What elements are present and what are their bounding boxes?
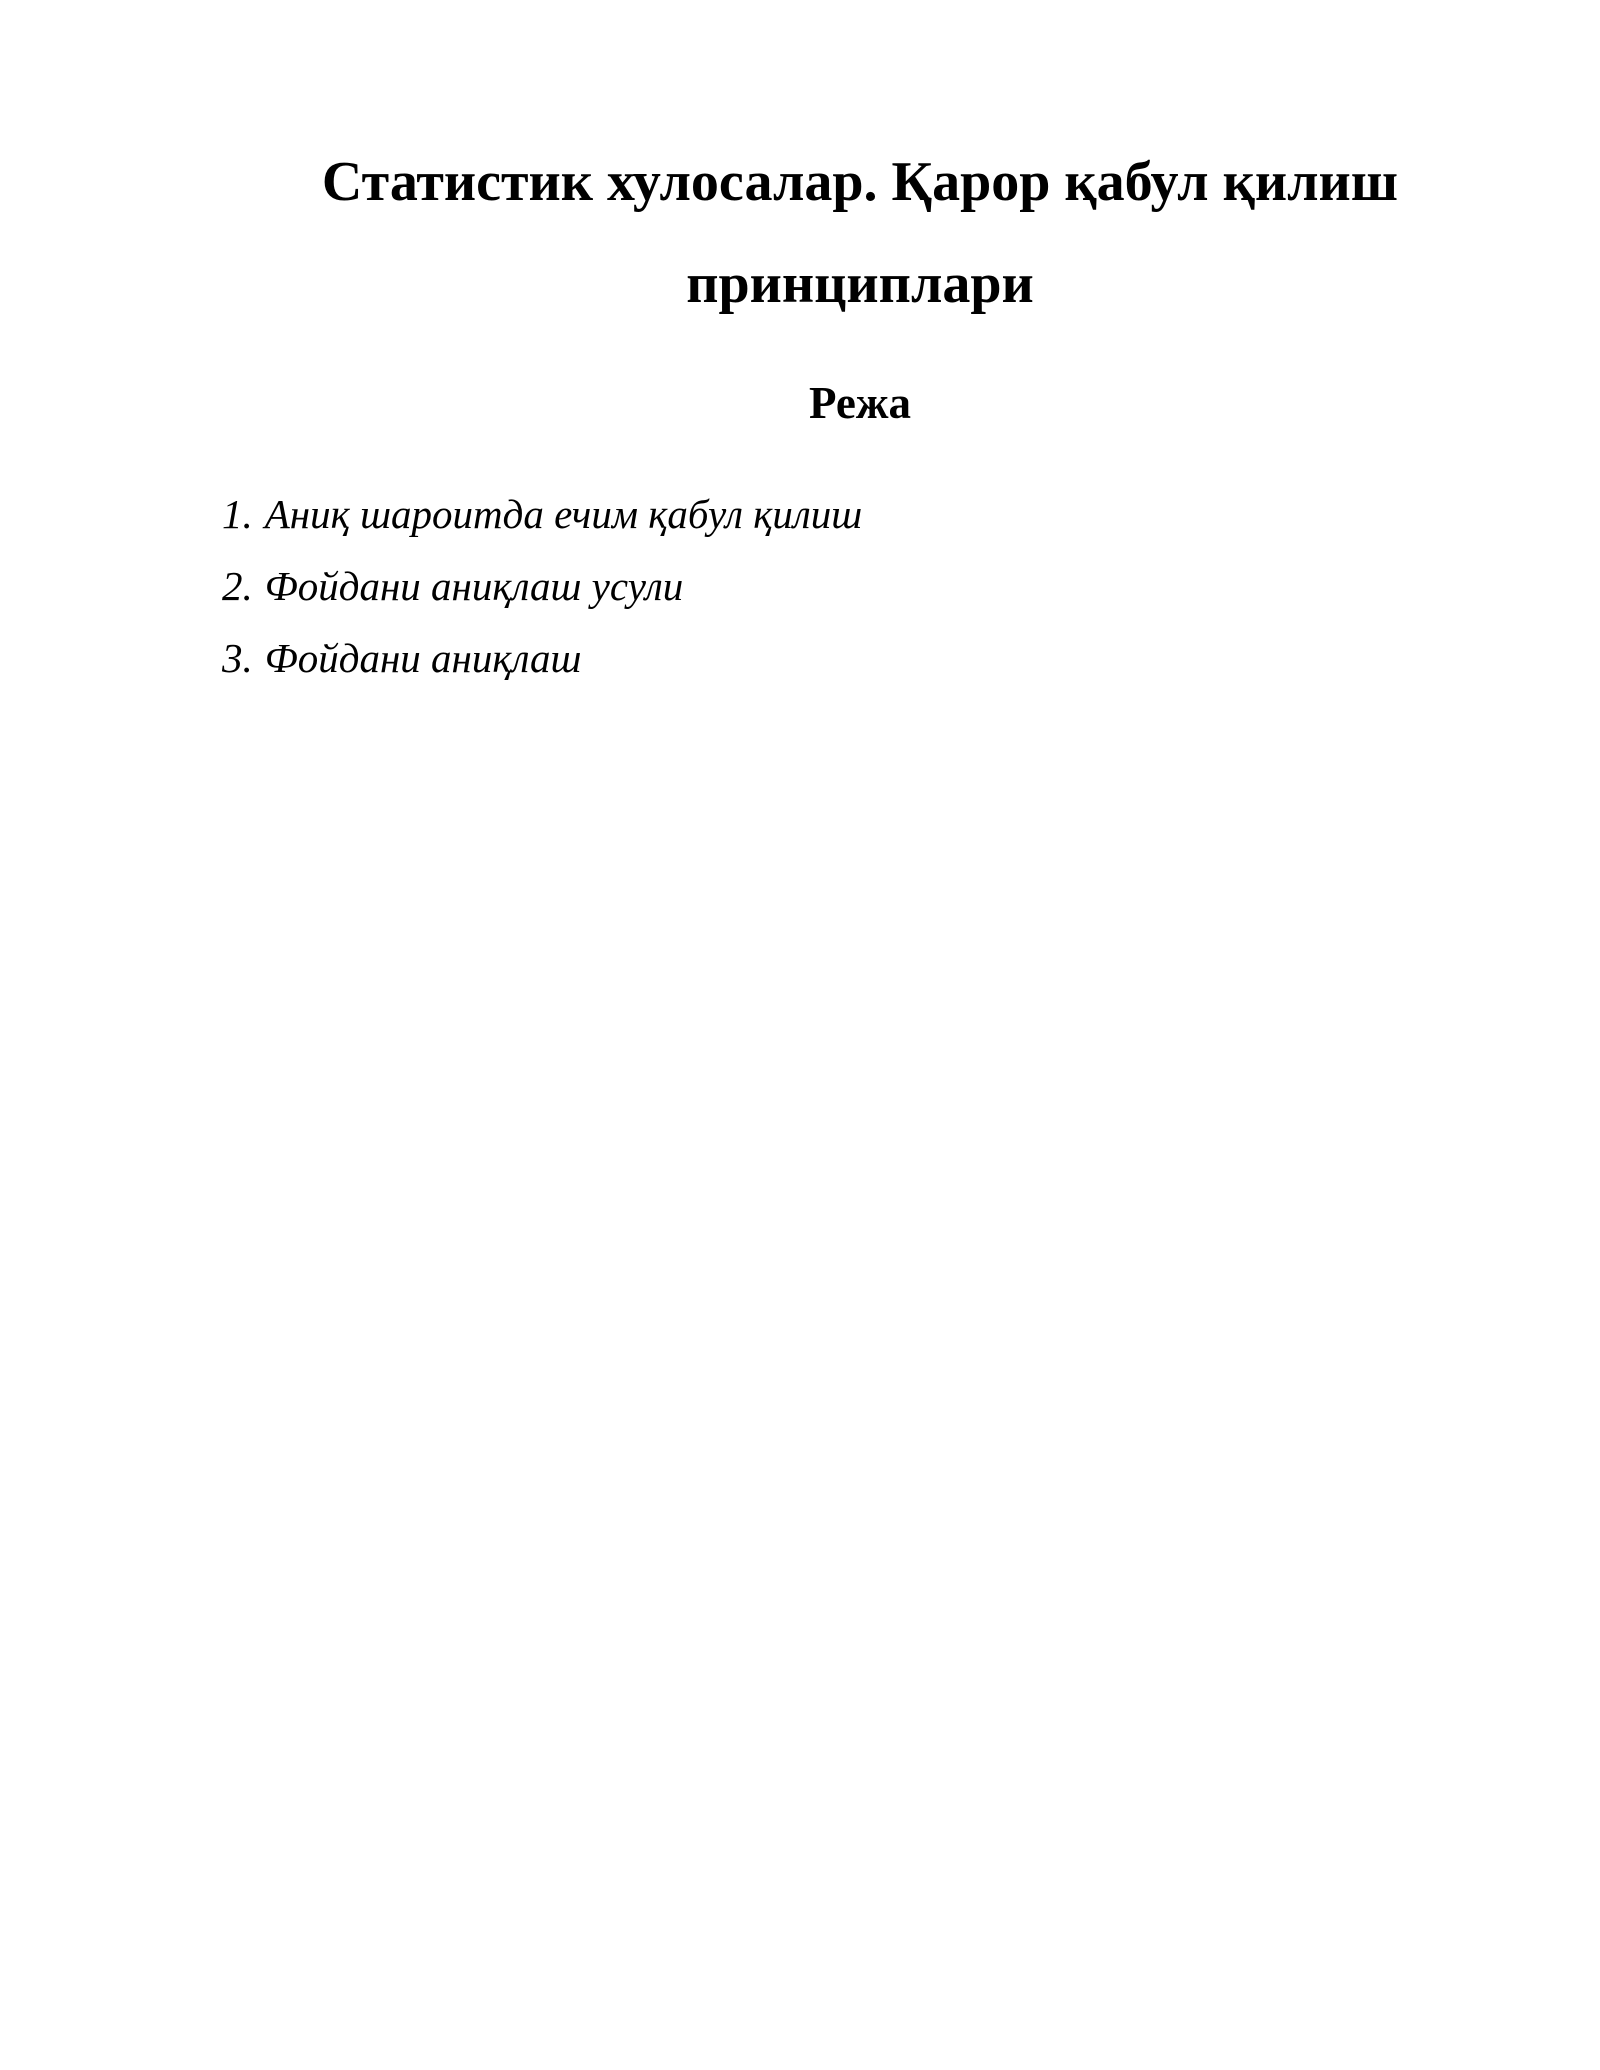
plan-item-number: 2. (222, 563, 253, 609)
plan-item-number: 3. (222, 635, 253, 681)
document-title-line-1: Статистик хулосалар. Қарор қабул қилиш (321, 151, 1399, 213)
plan-item-3 (222, 634, 862, 682)
plan-item-1 (222, 490, 862, 538)
plan-item-number: 1. (222, 491, 253, 537)
plan-item-text: Аниқ шароитда ечим қабул қилиш (264, 491, 863, 537)
plan-item-2 (222, 562, 862, 610)
document-title-line-2: принциплари (686, 253, 1034, 315)
plan-heading: Режа (809, 378, 911, 428)
plan-list (222, 490, 862, 706)
plan-item-text: Фойдани аниқлаш усули (264, 563, 684, 609)
plan-item-text: Фойдани аниқлаш (264, 635, 582, 681)
